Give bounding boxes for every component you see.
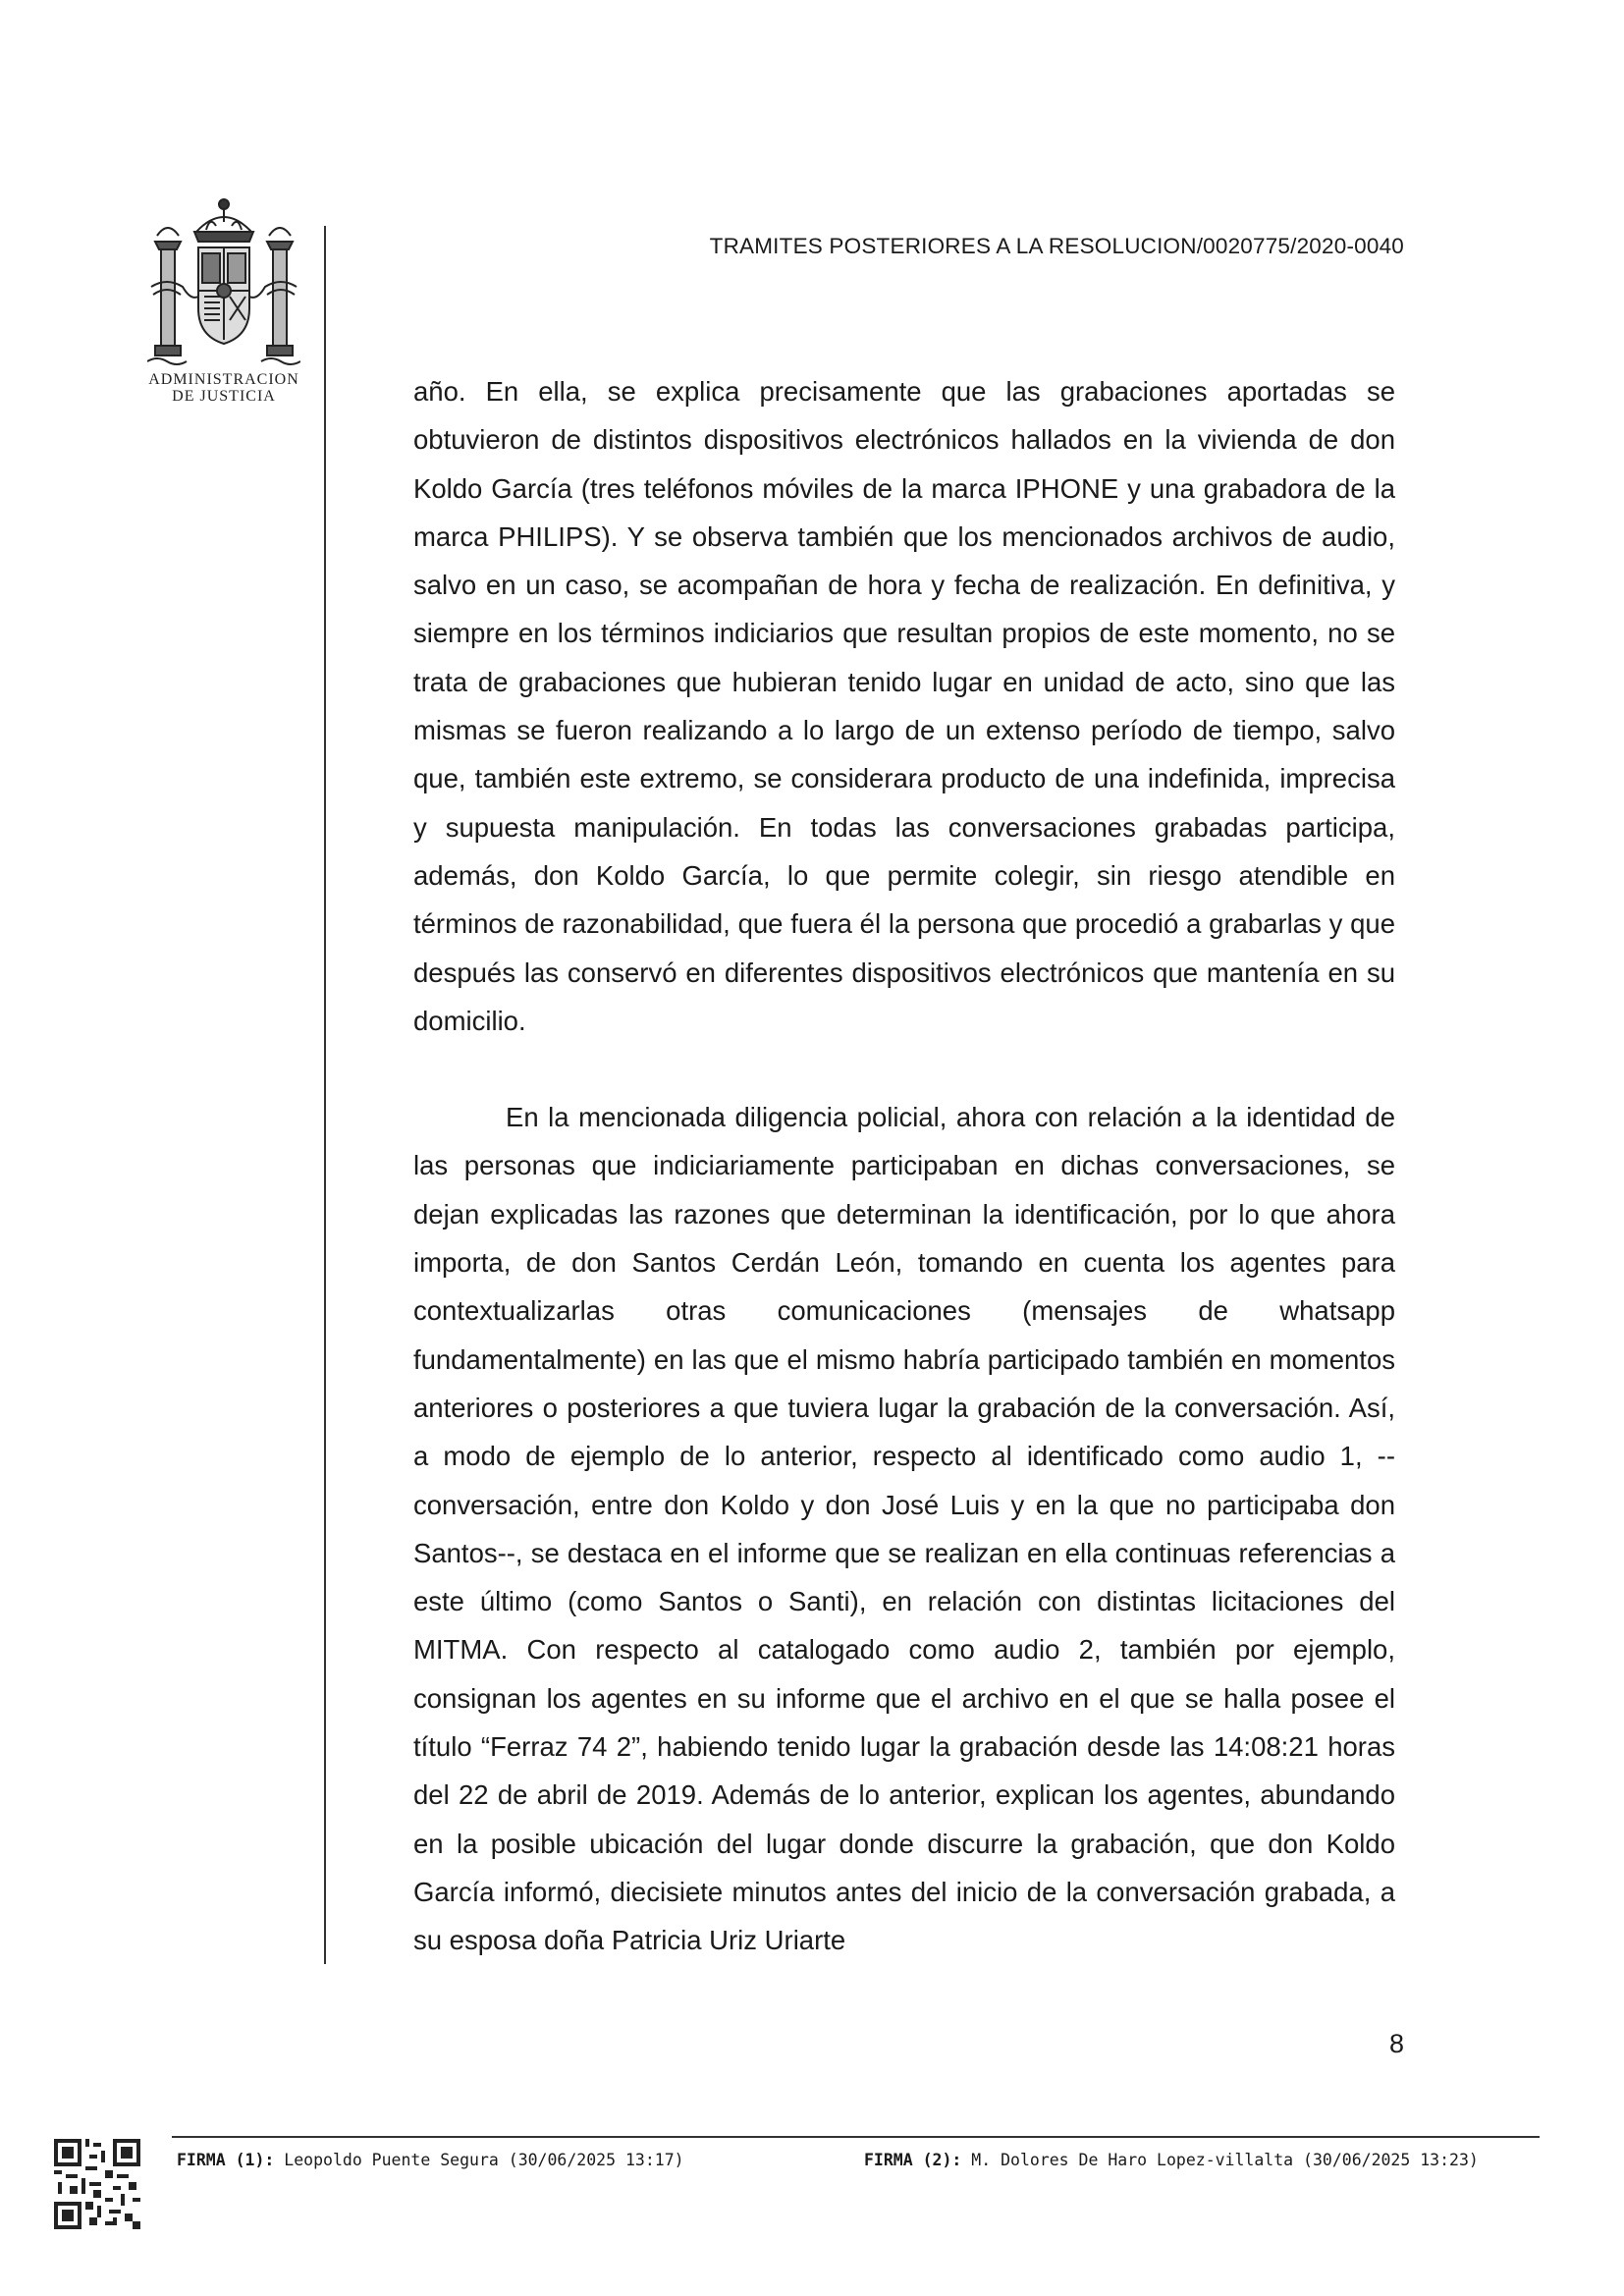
page-number: 8 <box>1388 2029 1404 2058</box>
body-paragraph-2: En la mencionada diligencia policial, ahora con relación a la identidad de las personas que indiciariamente participaban en dichas conversaciones, se dejan explicadas las razones que determinan la identificación, por lo que ahora importa, de don Santos Cerdán León, tomando en cuenta los agentes para contextualizarlas otras comunicaciones (mensajes de whatsapp fundamentalmente) en las que el mismo habría participado también en momentos anteriores o posteriores a que tuviera lugar la grabación de la conversación. Así, a modo de ejemplo de lo anterior, respecto al identificado como audio 1, --conversación, entre don Koldo y don José Luis y en la que no participaba don Santos--, se destaca en el informe que se realizan en ella continuas referencias a este último (como Santos o Santi), en relación con distintas licitaciones del MITMA. Con respecto al catalogado como audio 2, también por ejemplo, consignan los agentes en su informe que el archivo en el que se halla posee el título “Ferraz 74 2”, habiendo tenido lugar la grabación desde las 14:08:21 horas del 22 de abril de 2019. Además de lo anterior, explican los agentes, abundando en la posible ubicación del lugar donde discurre la grabación, que don Koldo García informó, diecisiete minutos antes del inicio de la conversación grabada, a su esposa doña Patricia Uriz Uriarte <box>413 1102 1395 1956</box>
administration-label <box>137 371 310 405</box>
signature-1 <box>177 2151 684 2169</box>
signature-2 <box>864 2151 1479 2169</box>
signature-2-label: FIRMA (2): <box>864 2151 962 2169</box>
margin-vertical-rule <box>324 226 326 1964</box>
signature-1-label: FIRMA (1): <box>177 2151 275 2169</box>
coat-of-arms-icon <box>147 192 300 367</box>
body-paragraph-1: año. En ella, se explica precisamente que las grabaciones aportadas se obtuvieron de distintos dispositivos electrónicos hallados en la vivienda de don Koldo García (tres teléfonos móviles de la marca IPHONE y una grabadora de la marca PHILIPS). Y se observa también que los mencionados archivos de audio, salvo en un caso, se acompañan de hora y fecha de realización. En definitiva, y siempre en los términos indiciarios que resultan propios de este momento, no se trata de grabaciones que hubieran tenido lugar en unidad de acto, sino que las mismas se fueron realizando a lo largo de un extenso período de tiempo, salvo que, también este extremo, se considerara producto de una indefinida, imprecisa y supuesta manipulación. En todas las conversaciones grabadas participa, además, don Koldo García, lo que permite colegir, sin riesgo atendible en términos de razonabilidad, que fuera él la persona que procedió a grabarlas y que después las conservó en diferentes dispositivos electrónicos que mantenía en su domicilio. <box>413 376 1395 1036</box>
verification-qr-code <box>54 2139 140 2229</box>
administration-label-line1: ADMINISTRACION <box>148 371 299 388</box>
document-body <box>413 367 1395 1965</box>
signature-2-value: M. Dolores De Haro Lopez-villalta (30/06/2025 13:23) <box>971 2151 1479 2169</box>
administration-label-line2: DE JUSTICIA <box>172 388 276 405</box>
qr-code-icon <box>54 2139 140 2229</box>
signature-1-value: Leopoldo Puente Segura (30/06/2025 13:17) <box>284 2151 684 2169</box>
document-reference-header: TRAMITES POSTERIORES A LA RESOLUCION/0020775/2020-0040 <box>709 234 1404 258</box>
coat-of-arms <box>147 192 300 367</box>
footer-rule <box>172 2136 1540 2138</box>
